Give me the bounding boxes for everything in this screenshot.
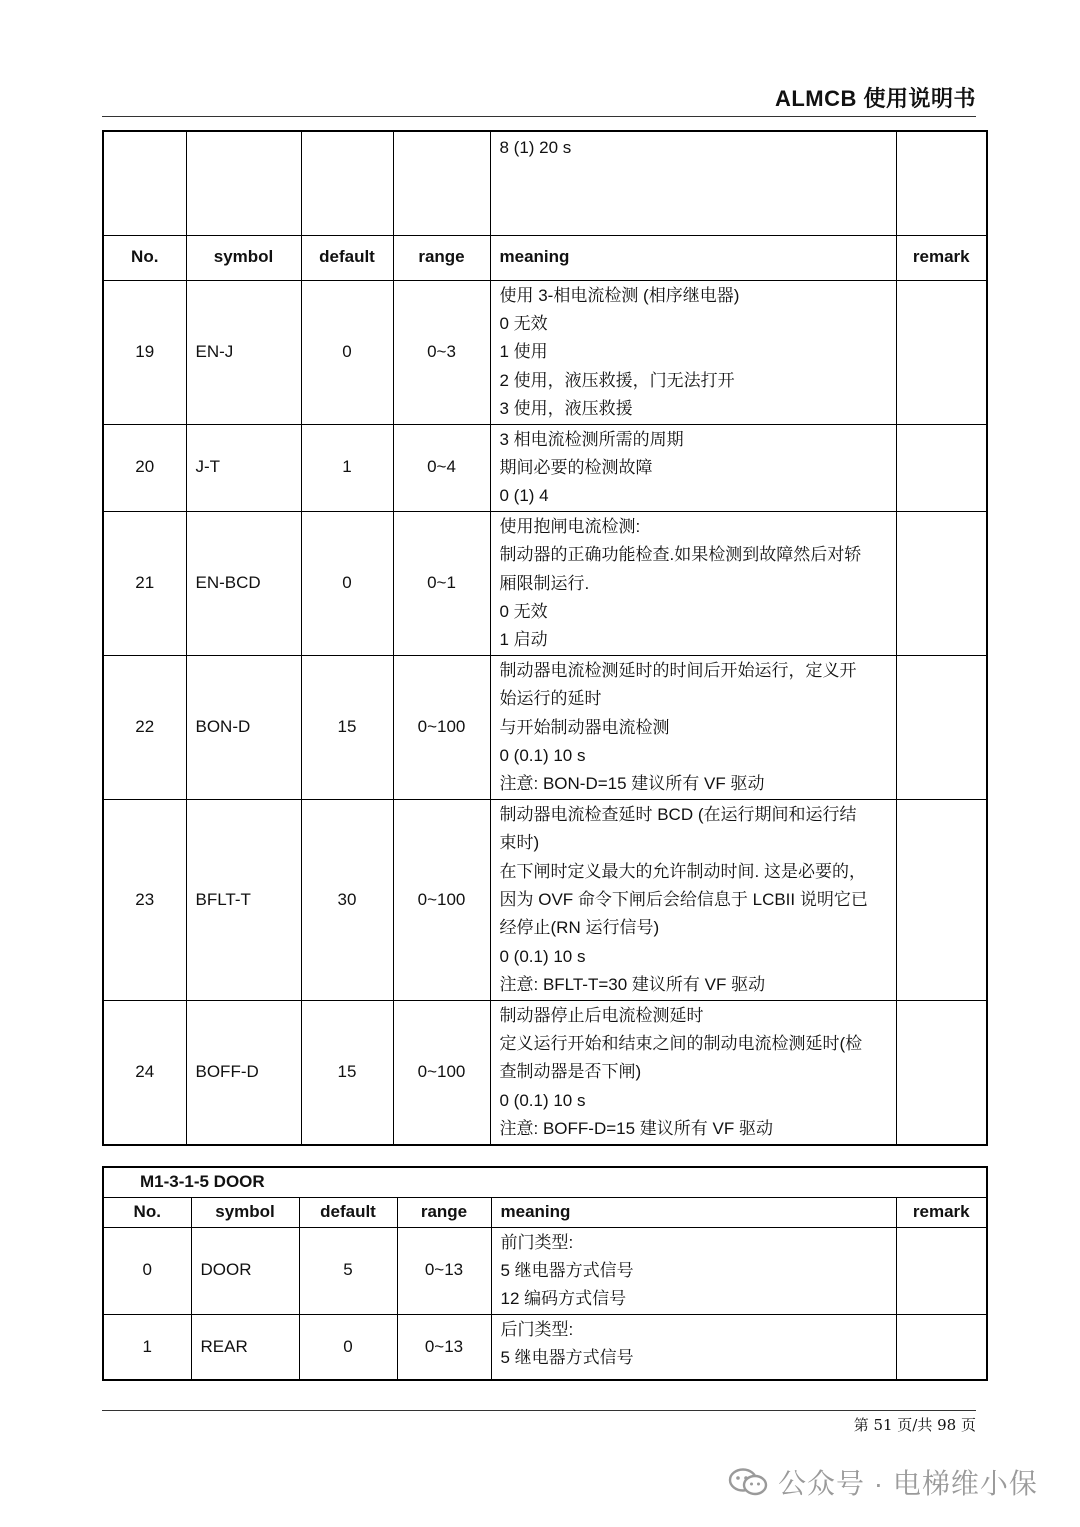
meaning-line: 3 使用，液压救援 xyxy=(499,399,633,419)
cell-no: 22 xyxy=(103,655,186,799)
cell-no: 0 xyxy=(103,1227,191,1314)
meaning-line: 查制动器是否下闸) xyxy=(499,1062,642,1082)
cell-remark xyxy=(896,424,987,511)
meaning-line: 制动器停止后电流检测延时 xyxy=(499,1005,704,1025)
cell-no: 23 xyxy=(103,799,186,1000)
cell-symbol: BFLT-T xyxy=(186,799,301,1000)
wechat-icon xyxy=(728,1468,768,1496)
cell-remark xyxy=(896,1314,987,1380)
cell-meaning xyxy=(490,511,896,655)
footer-rule xyxy=(102,1410,976,1411)
meaning-line: 后门类型: xyxy=(500,1319,574,1339)
table-row xyxy=(103,799,987,1000)
section-title-row xyxy=(103,1167,987,1197)
col-header-range: range xyxy=(393,235,490,280)
meaning-line: 在下闸时定义最大的允许制动时间. 这是必要的， xyxy=(499,861,866,881)
meaning-line: 0 (0.1) 10 s xyxy=(499,746,586,765)
meaning-line: 2 使用，液压救援，门无法打开 xyxy=(499,370,735,390)
col-header-symbol: symbol xyxy=(191,1197,299,1227)
header-rule xyxy=(102,116,976,117)
cell-symbol: DOOR xyxy=(191,1227,299,1314)
col-header-default: default xyxy=(301,235,393,280)
meaning-line: 制动器电流检查延时 BCD (在运行期间和运行结 xyxy=(499,804,857,824)
cell-range: 0~13 xyxy=(397,1314,491,1380)
cell-symbol: REAR xyxy=(191,1314,299,1380)
continued-meaning: 8 (1) 20 s xyxy=(490,131,896,235)
cell-range: 0~1 xyxy=(393,511,490,655)
cell-symbol: EN-J xyxy=(186,280,301,424)
meaning-line: 制动器的正确功能检查.如果检测到故障然后对轿 xyxy=(499,545,862,565)
cell-range: 0~13 xyxy=(397,1227,491,1314)
meaning-line: 0 无效 xyxy=(499,601,548,621)
cell-meaning xyxy=(490,424,896,511)
cell-no: 1 xyxy=(103,1314,191,1380)
cell-meaning xyxy=(490,655,896,799)
section-title: M1-3-1-5 DOOR xyxy=(103,1167,987,1197)
cell-remark xyxy=(896,1000,987,1145)
meaning-line: 0 (1) 4 xyxy=(499,486,549,506)
meaning-line: 使用 3-相电流检测 (相序继电器) xyxy=(499,285,740,305)
cell-symbol: EN-BCD xyxy=(186,511,301,655)
meaning-line: 注意: BOFF-D=15 建议所有 VF 驱动 xyxy=(499,1119,773,1139)
cell-default: 15 xyxy=(301,1000,393,1145)
cell-range: 0~100 xyxy=(393,1000,490,1145)
table-row xyxy=(103,280,987,424)
meaning-line: 定义运行开始和结束之间的制动电流检测延时(检 xyxy=(499,1034,863,1054)
col-header-symbol: symbol xyxy=(186,235,301,280)
table1-body xyxy=(103,280,987,1145)
door-parameter-table xyxy=(102,1166,988,1381)
cell-symbol: BOFF-D xyxy=(186,1000,301,1145)
cell-remark xyxy=(896,799,987,1000)
meaning-line: 厢限制运行. xyxy=(499,573,590,593)
cell-remark xyxy=(896,280,987,424)
meaning-line: 3 相电流检测所需的周期 xyxy=(499,429,684,449)
table-row xyxy=(103,655,987,799)
cell-range: 0~4 xyxy=(393,424,490,511)
meaning-line: 0 (0.1) 10 s xyxy=(499,1090,586,1110)
parameter-table xyxy=(102,130,988,1146)
meaning-line: 因为 OVF 命令下闸后会给信息于 LCBII 说明它已 xyxy=(499,890,868,910)
col-header-remark: remark xyxy=(896,1197,987,1227)
meaning-line: 期间必要的检测故障 xyxy=(499,457,653,477)
watermark xyxy=(728,1462,1038,1502)
cell-default: 1 xyxy=(301,424,393,511)
col-header-meaning: meaning xyxy=(490,235,896,280)
table-row xyxy=(103,1000,987,1145)
cell-no: 20 xyxy=(103,424,186,511)
cell-default: 0 xyxy=(301,511,393,655)
table-row xyxy=(103,1227,987,1314)
meaning-line: 12 编码方式信号 xyxy=(500,1289,627,1309)
cell-no: 24 xyxy=(103,1000,186,1145)
table-row xyxy=(103,511,987,655)
meaning-line: 束时) xyxy=(499,833,540,853)
meaning-line: 0 (0.1) 10 s xyxy=(499,946,586,966)
meaning-line: 5 继电器方式信号 xyxy=(500,1348,634,1368)
cell-default: 0 xyxy=(299,1314,397,1380)
col-header-no: No. xyxy=(103,1197,191,1227)
meaning-line: 与开始制动器电流检测 xyxy=(499,717,670,737)
col-header-default: default xyxy=(299,1197,397,1227)
continued-row xyxy=(103,131,987,235)
col-header-range: range xyxy=(397,1197,491,1227)
cell-default: 30 xyxy=(301,799,393,1000)
cell-no: 21 xyxy=(103,511,186,655)
col-header-no: No. xyxy=(103,235,186,280)
page-number: 第 51 页/共 98 页 xyxy=(853,1416,976,1434)
cell-no: 19 xyxy=(103,280,186,424)
table-row xyxy=(103,1314,987,1380)
table-header-row xyxy=(103,1197,987,1227)
meaning-line: 注意: BFLT-T=30 建议所有 VF 驱动 xyxy=(499,975,766,995)
meaning-line: 经停止(RN 运行信号) xyxy=(499,918,660,938)
table2-body xyxy=(103,1227,987,1380)
cell-meaning xyxy=(491,1314,896,1380)
cell-remark xyxy=(896,511,987,655)
cell-meaning xyxy=(490,1000,896,1145)
col-header-meaning: meaning xyxy=(491,1197,896,1227)
cell-range: 0~100 xyxy=(393,799,490,1000)
meaning-line: 注意: BON-D=15 建议所有 VF 驱动 xyxy=(499,774,765,794)
meaning-line: 始运行的延时 xyxy=(499,689,602,709)
meaning-line: 使用抱闸电流检测: xyxy=(499,516,641,536)
meaning-line: 0 无效 xyxy=(499,313,548,333)
cell-symbol: BON-D xyxy=(186,655,301,799)
document-title: ALMCB 使用说明书 xyxy=(774,86,976,111)
cell-range: 0~3 xyxy=(393,280,490,424)
meaning-line: 1 启动 xyxy=(499,630,548,650)
cell-remark xyxy=(896,655,987,799)
meaning-line: 制动器电流检测延时的时间后开始运行，定义开 xyxy=(499,660,857,680)
cell-range: 0~100 xyxy=(393,655,490,799)
meaning-line: 5 继电器方式信号 xyxy=(500,1260,634,1280)
meaning-line: 前门类型: xyxy=(500,1232,574,1252)
table-header-row xyxy=(103,235,987,280)
cell-symbol: J-T xyxy=(186,424,301,511)
cell-meaning xyxy=(490,280,896,424)
col-header-remark: remark xyxy=(896,235,987,280)
cell-meaning xyxy=(490,799,896,1000)
watermark-text: 公众号 · 电梯维小保 xyxy=(778,1468,1038,1499)
cell-default: 0 xyxy=(301,280,393,424)
cell-meaning xyxy=(491,1227,896,1314)
meaning-line: 1 使用 xyxy=(499,342,548,362)
cell-default: 15 xyxy=(301,655,393,799)
table-row xyxy=(103,424,987,511)
cell-remark xyxy=(896,1227,987,1314)
cell-default: 5 xyxy=(299,1227,397,1314)
